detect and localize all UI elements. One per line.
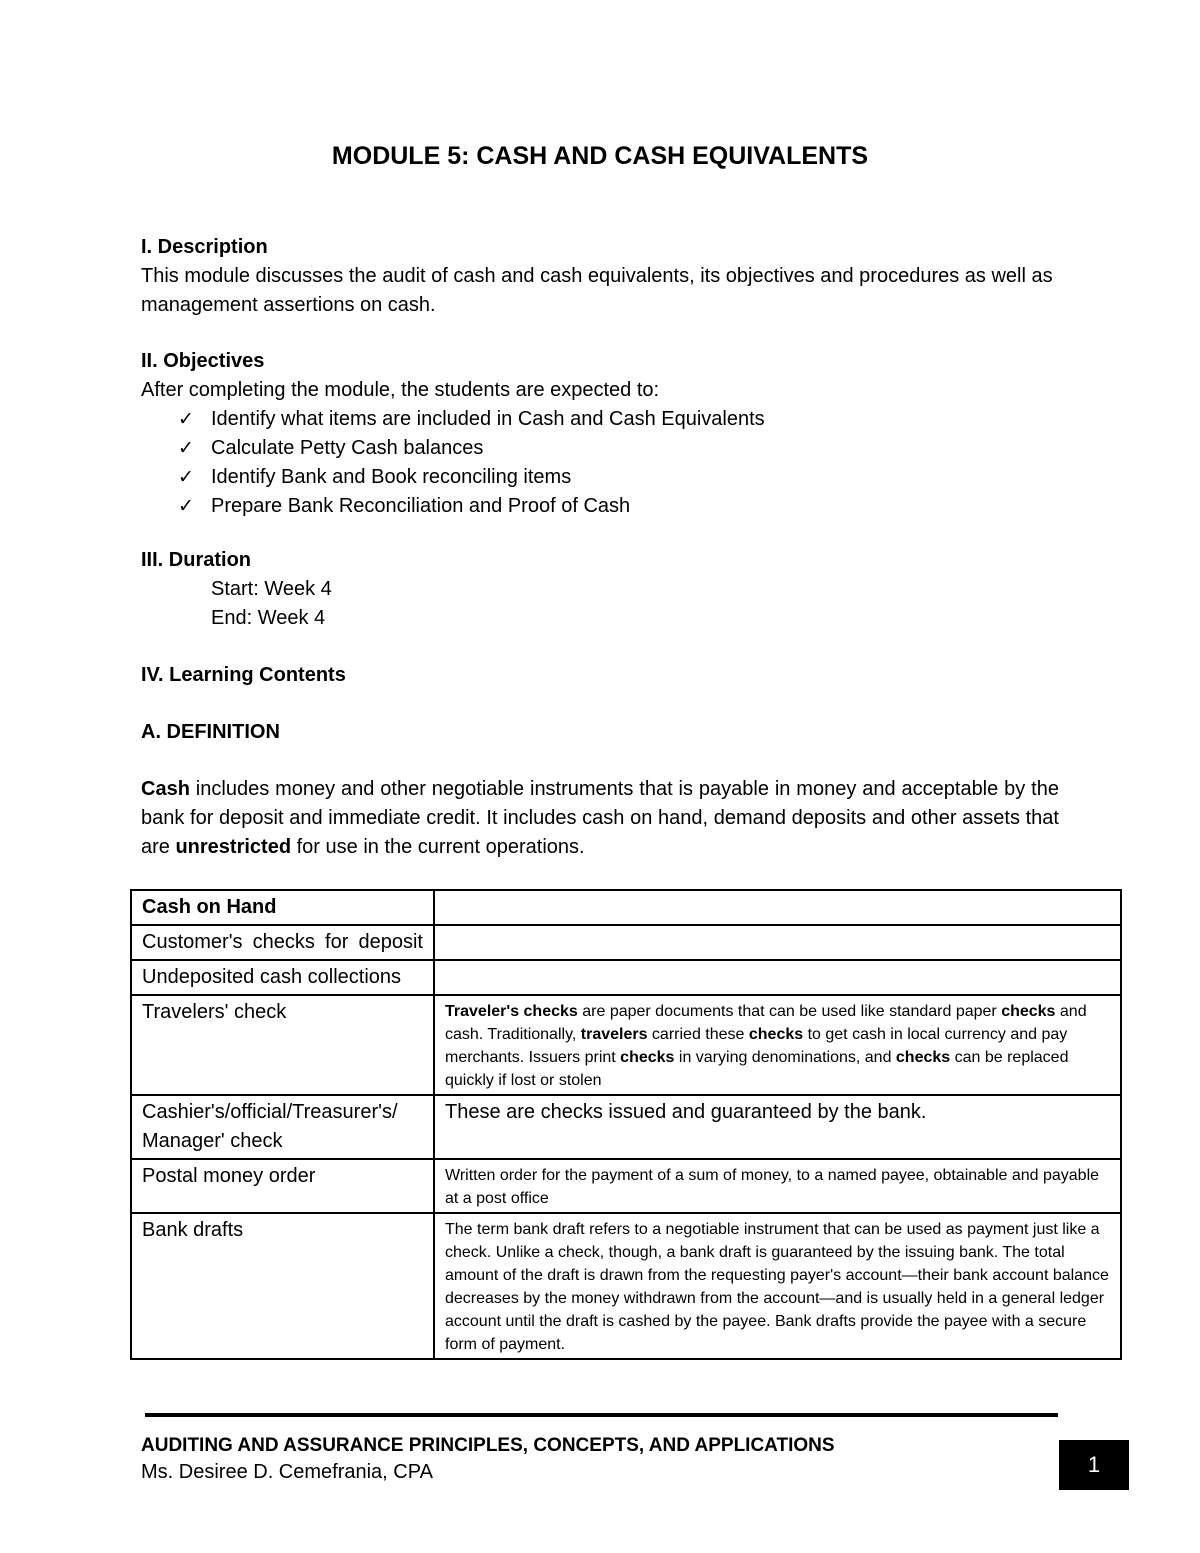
table-header-row — [131, 890, 1121, 925]
table-row — [131, 995, 1121, 1095]
description-heading: I. Description — [141, 236, 268, 258]
checkmark-icon: ✓ — [178, 496, 194, 517]
checkmark-icon: ✓ — [178, 409, 194, 430]
row-description: Written order for the payment of a sum of money, to a named payee, obtainable and payable at a post office — [434, 1159, 1121, 1213]
row-label: Cashier's/official/Treasurer's/ Manager' check — [131, 1095, 434, 1159]
table-row — [131, 960, 1121, 995]
definition-term: Cash — [141, 778, 190, 800]
footer-course-title: AUDITING AND ASSURANCE PRINCIPLES, CONCEPTS, AND APPLICATIONS — [141, 1435, 835, 1456]
duration-heading: III. Duration — [141, 549, 251, 571]
table-row — [131, 1213, 1121, 1359]
row-label: Customer's checks for deposit — [142, 931, 423, 953]
cash-definition: Cash includes money and other negotiable instruments that is payable in money and acceptable by the bank for deposit and immediate credit. It includes cash on hand, demand deposits and other assets that are unrestricted for use in the current operations. — [141, 778, 1059, 858]
list-item: ✓ Identify Bank and Book reconciling items — [141, 463, 1061, 492]
table-cell — [434, 925, 1121, 960]
row-description: The term bank draft refers to a negotiable instrument that can be used as payment just like a check. Unlike a check, though, a bank draft is guaranteed by the issuing bank. The total amount of the draft is drawn from the requesting payer's account—their bank account balance decreases by the money withdrawn from the account—and is usually held in a general ledger account until the draft is cashed by the payee. Bank drafts provide the payee with a secure form of payment. — [434, 1213, 1121, 1359]
objectives-intro: After completing the module, the students are expected to: — [141, 379, 660, 401]
row-label: Undeposited cash collections — [131, 960, 434, 995]
duration-start: Start: Week 4 — [211, 578, 332, 600]
footer-author: Ms. Desiree D. Cemefrania, CPA — [141, 1461, 433, 1483]
objectives-list — [141, 405, 1061, 521]
definition-emphasis: unrestricted — [175, 836, 292, 858]
table-header-cell: Cash on Hand — [131, 890, 434, 925]
table-row — [131, 1095, 1121, 1159]
table-row — [131, 1159, 1121, 1213]
table-cell — [434, 960, 1121, 995]
row-description: Traveler's checks are paper documents that can be used like standard paper checks and cash. Traditionally, travelers carried these checks to get cash in local currency and pay merchants. Issuers print checks in varying denominations, and checks can be replaced quickly if lost or stolen — [434, 995, 1121, 1095]
section-a-heading: A. DEFINITION — [141, 721, 280, 743]
description-text: This module discusses the audit of cash and cash equivalents, its objectives and procedures as well as management assertions on cash. — [141, 265, 1053, 316]
row-description: These are checks issued and guaranteed by the bank. — [434, 1095, 1121, 1159]
cash-on-hand-table — [130, 889, 1122, 1360]
checkmark-icon: ✓ — [178, 438, 194, 459]
duration-end: End: Week 4 — [211, 607, 326, 629]
footer-divider — [145, 1413, 1058, 1417]
objectives-section — [141, 347, 1061, 521]
learning-heading: IV. Learning Contents — [141, 664, 346, 686]
description-section — [141, 233, 1061, 320]
row-label: Travelers' check — [131, 995, 434, 1095]
row-label: Postal money order — [131, 1159, 434, 1213]
page-number: 1 — [1059, 1440, 1129, 1490]
duration-section — [141, 546, 1061, 633]
table-row — [131, 925, 1121, 960]
table-cell — [131, 925, 434, 960]
objectives-heading: II. Objectives — [141, 350, 265, 372]
list-item: ✓ Prepare Bank Reconciliation and Proof of Cash — [141, 492, 1061, 521]
page-title: MODULE 5: CASH AND CASH EQUIVALENTS — [331, 142, 869, 170]
row-label: Bank drafts — [131, 1213, 434, 1359]
checkmark-icon: ✓ — [178, 467, 194, 488]
table-cell — [434, 890, 1121, 925]
list-item: ✓ Identify what items are included in Cash and Cash Equivalents — [141, 405, 1061, 434]
list-item: ✓ Calculate Petty Cash balances — [141, 434, 1061, 463]
